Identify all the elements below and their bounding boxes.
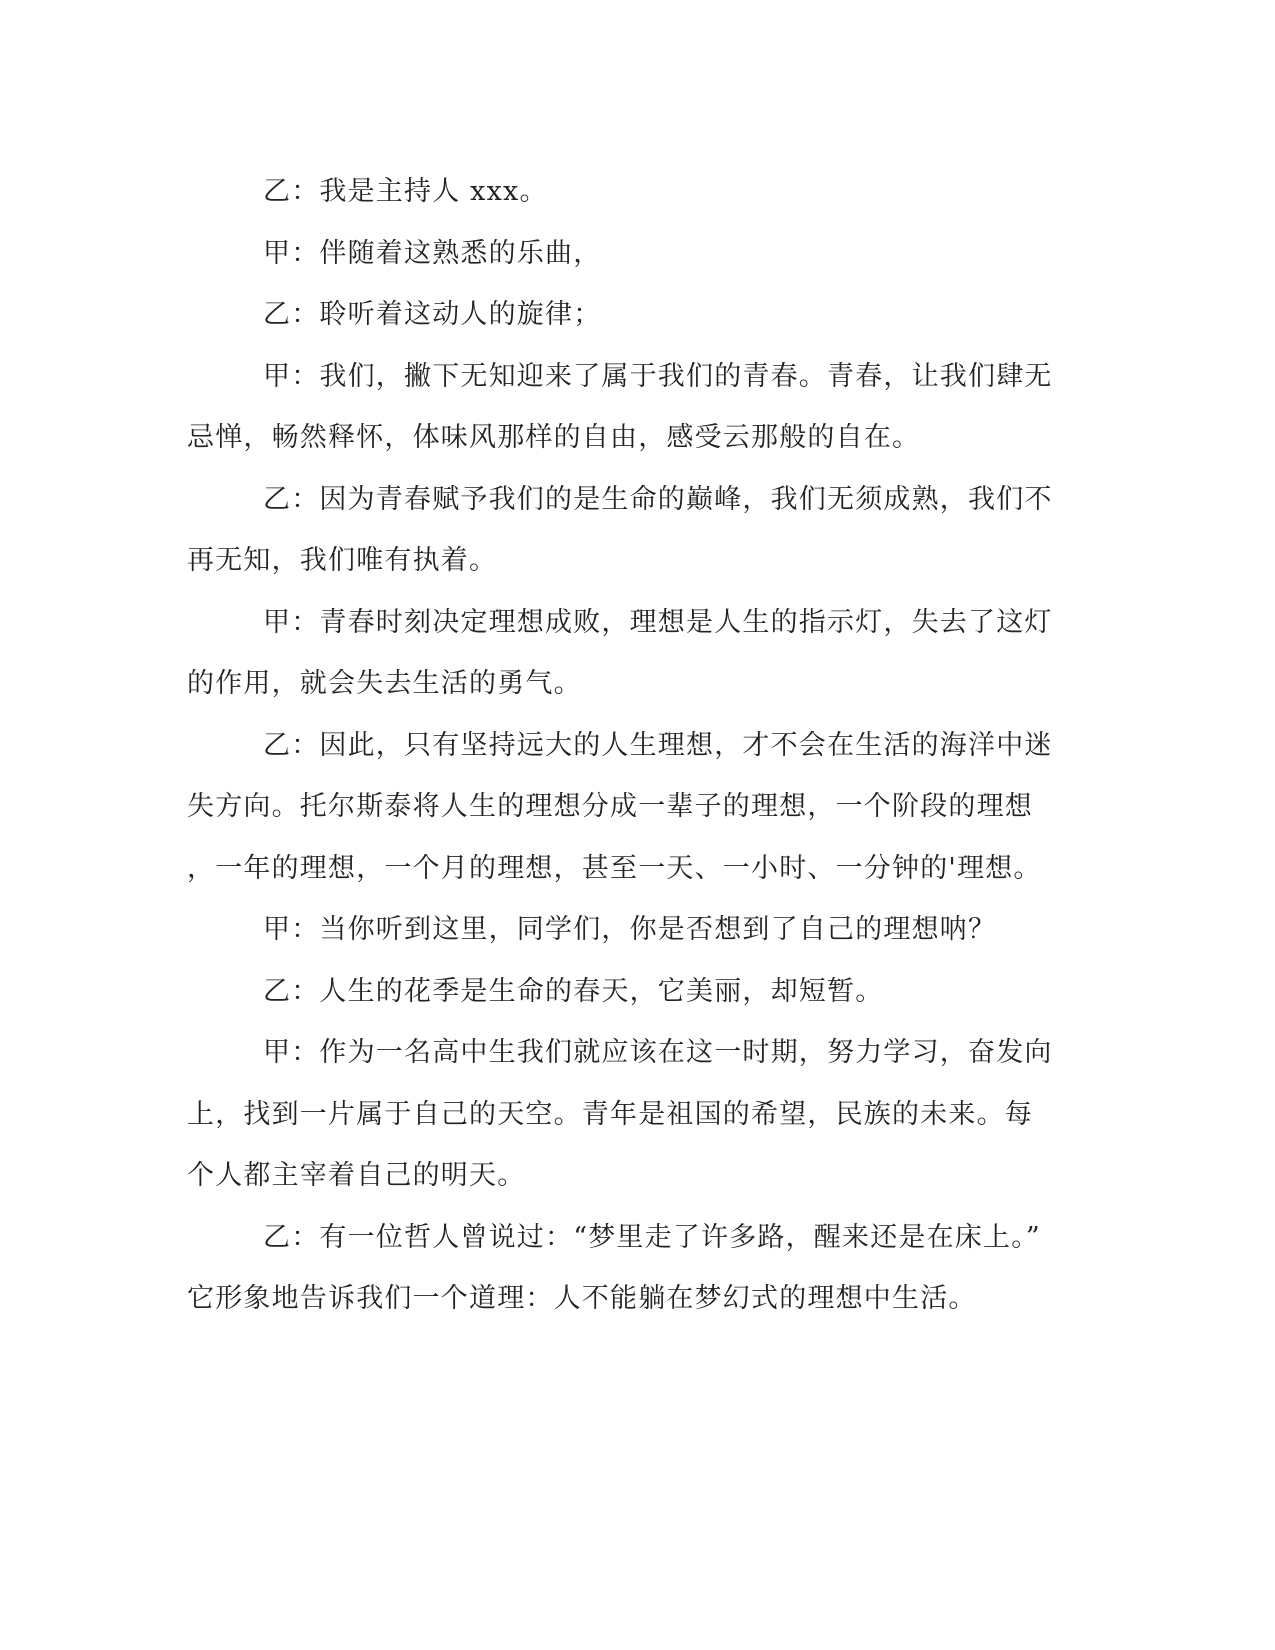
paragraph <box>187 1022 1075 1207</box>
text-line: 再无知，我们唯有执着。 <box>187 545 498 576</box>
text-line: 乙：有一位哲人曾说过：“梦里走了许多路，醒来还是在床上。” <box>263 1221 1041 1253</box>
paragraph <box>187 161 1075 223</box>
text-line: 的作用，就会失去生活的勇气。 <box>187 668 582 699</box>
text-line: 个人都主宰着自己的明天。 <box>187 1160 526 1191</box>
paragraph <box>187 592 1075 715</box>
text-line: 乙：聆听着这动人的旋律； <box>263 299 602 330</box>
text-line: 甲：当你听到这里，同学们，你是否想到了自己的理想呐？ <box>263 914 997 945</box>
text-line: 甲：作为一名高中生我们就应该在这一时期，努力学习，奋发向 <box>263 1037 1053 1068</box>
paragraph <box>187 284 1075 346</box>
paragraph <box>187 961 1075 1023</box>
text-line: 甲：我们，撇下无知迎来了属于我们的青春。青春，让我们肆无 <box>263 360 1053 392</box>
document-body <box>187 161 1075 1330</box>
text-line: 乙：我是主持人 xxx。 <box>263 176 548 207</box>
text-line: 乙：因此，只有坚持远大的人生理想，才不会在生活的海洋中迷 <box>263 729 1053 761</box>
text-line: 忌惮，畅然释怀，体味风那样的自由，感受云那般的自在。 <box>187 422 921 453</box>
paragraph <box>187 223 1075 285</box>
text-line: 上，找到一片属于自己的天空。青年是祖国的希望，民族的未来。每 <box>187 1098 1033 1130</box>
text-line: 失方向。托尔斯泰将人生的理想分成一辈子的理想，一个阶段的理想 <box>187 791 1033 822</box>
paragraph <box>187 1207 1075 1330</box>
text-line: 甲：青春时刻决定理想成败，理想是人生的指示灯，失去了这灯 <box>263 606 1053 638</box>
text-line: 乙：因为青春赋予我们的是生命的巅峰，我们无须成熟，我们不 <box>263 483 1053 515</box>
paragraph <box>187 899 1075 961</box>
text-line: 甲：伴随着这熟悉的乐曲， <box>263 237 602 269</box>
paragraph <box>187 715 1075 900</box>
paragraph <box>187 346 1075 469</box>
text-line: ，一年的理想，一个月的理想，甚至一天、一小时、一分钟的'理想。 <box>187 852 1042 884</box>
text-line: 它形象地告诉我们一个道理：人不能躺在梦幻式的理想中生活。 <box>187 1283 977 1314</box>
text-line: 乙：人生的花季是生命的春天，它美丽，却短暂。 <box>263 975 884 1007</box>
paragraph <box>187 469 1075 592</box>
